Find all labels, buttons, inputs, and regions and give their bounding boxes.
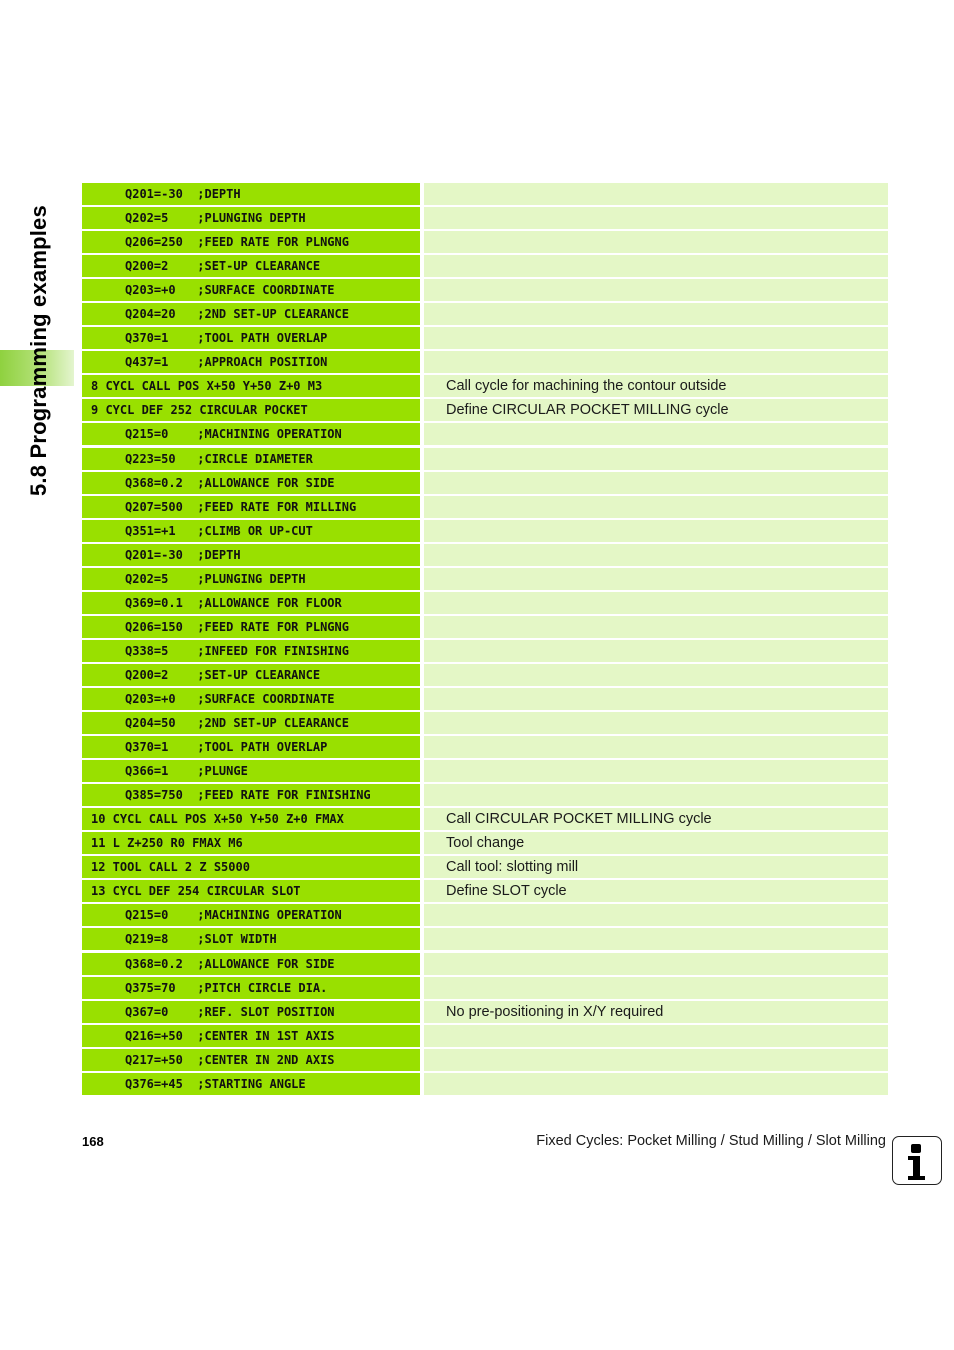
description-cell: [424, 327, 888, 349]
page-number: 168: [82, 1134, 104, 1149]
table-row: [82, 496, 888, 520]
nc-code-cell: Q200=2 ;SET-UP CLEARANCE: [82, 255, 420, 277]
nc-code-cell: Q217=+50 ;CENTER IN 2ND AXIS: [82, 1049, 420, 1071]
description-cell: [424, 255, 888, 277]
description-cell: [424, 207, 888, 229]
description-cell: [424, 448, 888, 470]
table-row: [82, 712, 888, 736]
description-cell: Call CIRCULAR POCKET MILLING cycle: [424, 808, 888, 830]
nc-code-cell: 9 CYCL DEF 252 CIRCULAR POCKET: [82, 399, 420, 421]
nc-code-cell: Q223=50 ;CIRCLE DIAMETER: [82, 448, 420, 470]
description-cell: [424, 231, 888, 253]
nc-code-cell: Q215=0 ;MACHINING OPERATION: [82, 423, 420, 445]
nc-code-cell: Q206=150 ;FEED RATE FOR PLNGNG: [82, 616, 420, 638]
nc-code-cell: Q204=50 ;2ND SET-UP CLEARANCE: [82, 712, 420, 734]
description-cell: [424, 568, 888, 590]
description-cell: Tool change: [424, 832, 888, 854]
nc-code-cell: Q203=+0 ;SURFACE COORDINATE: [82, 688, 420, 710]
table-row: [82, 279, 888, 303]
description-cell: [424, 520, 888, 542]
description-cell: [424, 544, 888, 566]
nc-code-cell: 12 TOOL CALL 2 Z S5000: [82, 856, 420, 878]
nc-code-cell: Q376=+45 ;STARTING ANGLE: [82, 1073, 420, 1095]
nc-code-cell: Q207=500 ;FEED RATE FOR MILLING: [82, 496, 420, 518]
table-row: [82, 255, 888, 279]
table-row: [82, 688, 888, 712]
table-row: [82, 472, 888, 496]
table-row: [82, 977, 888, 1001]
table-row: [82, 880, 888, 904]
description-cell: Call tool: slotting mill: [424, 856, 888, 878]
nc-code-cell: Q203=+0 ;SURFACE COORDINATE: [82, 279, 420, 301]
table-row: [82, 832, 888, 856]
description-cell: Call cycle for machining the contour outside: [424, 375, 888, 397]
nc-code-cell: Q366=1 ;PLUNGE: [82, 760, 420, 782]
description-cell: No pre-positioning in X/Y required: [424, 1001, 888, 1023]
description-cell: [424, 736, 888, 758]
nc-code-cell: Q368=0.2 ;ALLOWANCE FOR SIDE: [82, 472, 420, 494]
description-cell: [424, 640, 888, 662]
nc-code-cell: Q338=5 ;INFEED FOR FINISHING: [82, 640, 420, 662]
table-row: [82, 568, 888, 592]
table-row: [82, 808, 888, 832]
table-row: [82, 784, 888, 808]
table-row: [82, 760, 888, 784]
chapter-title: Fixed Cycles: Pocket Milling / Stud Milling / Slot Milling: [536, 1133, 886, 1149]
table-row: [82, 520, 888, 544]
section-title: 5.8 Programming examples: [26, 205, 51, 496]
table-row: [82, 592, 888, 616]
table-row: [82, 1073, 888, 1097]
description-cell: [424, 977, 888, 999]
nc-code-cell: 11 L Z+250 R0 FMAX M6: [82, 832, 420, 854]
table-row: [82, 231, 888, 255]
description-cell: [424, 1049, 888, 1071]
nc-code-cell: Q201=-30 ;DEPTH: [82, 183, 420, 205]
description-cell: [424, 279, 888, 301]
nc-code-cell: Q202=5 ;PLUNGING DEPTH: [82, 568, 420, 590]
table-row: [82, 183, 888, 207]
nc-code-cell: 10 CYCL CALL POS X+50 Y+50 Z+0 FMAX: [82, 808, 420, 830]
table-row: [82, 664, 888, 688]
nc-code-cell: 8 CYCL CALL POS X+50 Y+50 Z+0 M3: [82, 375, 420, 397]
table-row: [82, 448, 888, 472]
nc-code-cell: Q206=250 ;FEED RATE FOR PLNGNG: [82, 231, 420, 253]
table-row: [82, 399, 888, 423]
nc-code-cell: Q351=+1 ;CLIMB OR UP-CUT: [82, 520, 420, 542]
table-row: [82, 207, 888, 231]
description-cell: Define CIRCULAR POCKET MILLING cycle: [424, 399, 888, 421]
table-row: [82, 303, 888, 327]
nc-code-cell: Q369=0.1 ;ALLOWANCE FOR FLOOR: [82, 592, 420, 614]
table-row: [82, 1025, 888, 1049]
table-row: [82, 928, 888, 952]
program-table: [82, 183, 888, 1097]
nc-code-cell: Q368=0.2 ;ALLOWANCE FOR SIDE: [82, 953, 420, 975]
description-cell: [424, 1073, 888, 1095]
description-cell: [424, 183, 888, 205]
table-row: [82, 375, 888, 399]
description-cell: [424, 688, 888, 710]
table-row: [82, 1001, 888, 1025]
description-cell: [424, 616, 888, 638]
nc-code-cell: Q215=0 ;MACHINING OPERATION: [82, 904, 420, 926]
nc-code-cell: 13 CYCL DEF 254 CIRCULAR SLOT: [82, 880, 420, 902]
table-row: [82, 904, 888, 928]
table-row: [82, 640, 888, 664]
description-cell: [424, 472, 888, 494]
table-row: [82, 736, 888, 760]
description-cell: [424, 784, 888, 806]
description-cell: [424, 928, 888, 950]
nc-code-cell: Q367=0 ;REF. SLOT POSITION: [82, 1001, 420, 1023]
description-cell: [424, 592, 888, 614]
nc-code-cell: Q204=20 ;2ND SET-UP CLEARANCE: [82, 303, 420, 325]
description-cell: [424, 496, 888, 518]
nc-code-cell: Q370=1 ;TOOL PATH OVERLAP: [82, 327, 420, 349]
nc-code-cell: Q385=750 ;FEED RATE FOR FINISHING: [82, 784, 420, 806]
nc-code-cell: Q219=8 ;SLOT WIDTH: [82, 928, 420, 950]
table-row: [82, 856, 888, 880]
description-cell: [424, 760, 888, 782]
table-row: [82, 423, 888, 447]
description-cell: [424, 953, 888, 975]
nc-code-cell: Q216=+50 ;CENTER IN 1ST AXIS: [82, 1025, 420, 1047]
section-title-container: [26, 182, 56, 522]
description-cell: [424, 303, 888, 325]
description-cell: Define SLOT cycle: [424, 880, 888, 902]
table-row: [82, 616, 888, 640]
nc-code-cell: Q200=2 ;SET-UP CLEARANCE: [82, 664, 420, 686]
nc-code-cell: Q370=1 ;TOOL PATH OVERLAP: [82, 736, 420, 758]
table-row: [82, 327, 888, 351]
description-cell: [424, 712, 888, 734]
description-cell: [424, 423, 888, 445]
table-row: [82, 544, 888, 568]
description-cell: [424, 664, 888, 686]
table-row: [82, 953, 888, 977]
nc-code-cell: Q201=-30 ;DEPTH: [82, 544, 420, 566]
description-cell: [424, 904, 888, 926]
nc-code-cell: Q375=70 ;PITCH CIRCLE DIA.: [82, 977, 420, 999]
nc-code-cell: Q437=1 ;APPROACH POSITION: [82, 351, 420, 373]
info-icon: [892, 1136, 942, 1185]
table-row: [82, 351, 888, 375]
description-cell: [424, 1025, 888, 1047]
description-cell: [424, 351, 888, 373]
nc-code-cell: Q202=5 ;PLUNGING DEPTH: [82, 207, 420, 229]
table-row: [82, 1049, 888, 1073]
